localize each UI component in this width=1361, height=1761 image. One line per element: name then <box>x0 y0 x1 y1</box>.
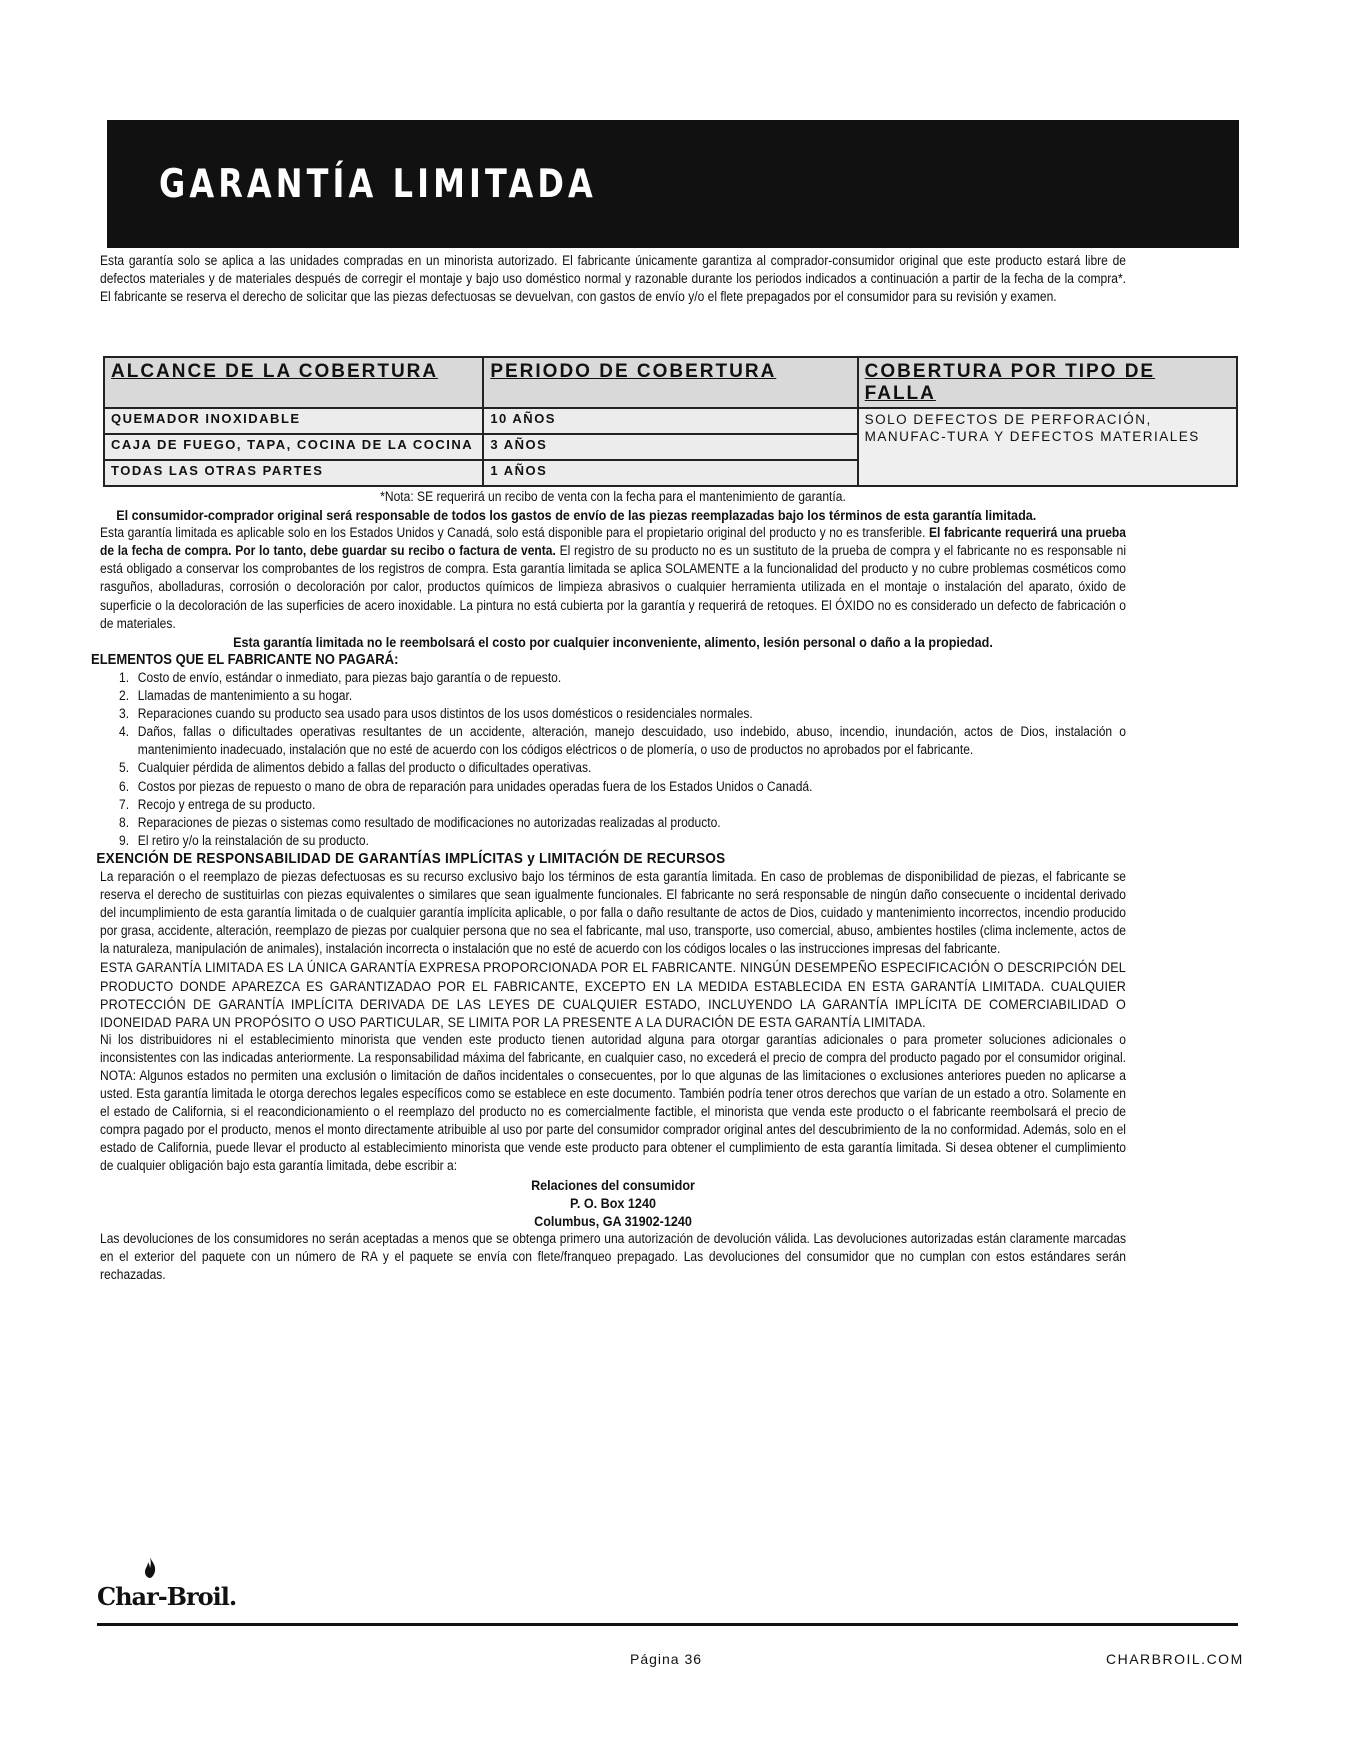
no-refund-notice: Esta garantía limitada no le reembolsará el costo por cualquier inconveniente, alimento, lesión personal o daño a la propiedad. <box>233 633 993 650</box>
coverage-failure-header: COBERTURA POR TIPO DE FALLA <box>858 357 1237 408</box>
coverage-scope-header: ALCANCE DE LA COBERTURA <box>104 357 483 408</box>
list-item: 8. Reparaciones de piezas o sistemas como resultado de modificaciones no autorizadas realizadas al producto. <box>132 814 1126 832</box>
responsibility-heading: El consumidor-comprador original será responsable de todos los gastos de envío de las piezas reemplazadas bajo los términos de esta garantía limitada. <box>116 507 1037 524</box>
distributors-paragraph: Ni los distribuidores ni el establecimiento minorista que venden este producto tienen autoridad alguna para otorgar garantías adicionales o para prometer soluciones adicionales o inconsistentes con las indicadas anteriormente. La responsabilidad máxima del fabricante, en cualquier caso, no excederá el precio de compra del producto pagado por el consumidor original. NOTA: Algunos estados no permiten una exclusión o limitación de daños incidentales o consecuentes, por lo que algunas de las limitaciones o exclusiones anteriores pueden no aplicarse a usted. Esta garantía limitada le otorga derechos legales específicos como se establece en este documento. También podría tener otros derechos que varían de un estado a otro. Solamente en el estado de California, si el reacondicionamiento o el reemplazo del producto no es comercialmente factible, el minorista que venda este producto o el fabricante reembolsará el precio de compra pagado por el producto, menos el monto directamente atribuible al uso por parte del consumidor comprador original antes del descubrimiento de la no conformidad. Además, solo en el estado de California, puede llevar el producto al establecimiento minorista que vende este producto para obtener el cumplimiento de esta garantía limitada. Si desea obtener el cumplimiento de cualquier obligación bajo esta garantía limitada, debe escribir a: <box>100 1031 1126 1174</box>
footer-divider <box>97 1623 1238 1626</box>
intro-text: Esta garantía solo se aplica a las unidades compradas en un minorista autorizado. El fabricante únicamente garantiza al comprador-consumidor original que este producto estará libre de defectos materiales y de materiales después de corregir el montaje y bajo uso doméstico normal y razonable durante los periodos indicados a continuación a partir de la fecha de la compra*. El fabricante se reserva el derecho de solicitar que las piezas defectuosas se devuelvan, con gastos de envío y/o el flete prepagados por el consumidor para su revisión y examen. <box>100 253 1126 305</box>
coverage-period: 10 AÑOS <box>483 408 857 434</box>
proof-of-purchase-text: El fabricante requerirá una prueba de la fecha de compra. Por lo tanto, debe guardar su recibo o factura de venta. <box>100 525 1126 559</box>
exemption-heading: EXENCIÓN DE RESPONSABILIDAD DE GARANTÍAS IMPLÍCITAS y LIMITACIÓN DE RECURSOS <box>96 849 726 867</box>
brand-logo: Char-Broil. <box>97 1582 237 1611</box>
coverage-period-header: PERIODO DE COBERTURA <box>483 357 857 408</box>
coverage-period: 1 AÑOS <box>483 460 857 486</box>
coverage-failure-type: SOLO DEFECTOS DE PERFORACIÓN, MANUFAC-TURA Y DEFECTOS MATERIALES <box>858 408 1237 486</box>
page-title: GARANTÍA LIMITADA <box>159 162 597 207</box>
exclusive-warranty-paragraph: ESTA GARANTÍA LIMITADA ES LA ÚNICA GARANTÍA EXPRESA PROPORCIONADA POR EL FABRICANTE. NINGÚN DESEMPEÑO ESPECIFICACIÓN O DESCRIPCIÓN DEL PRODUCTO DONDE APAREZCA ES GARANTIZADAO POR EL FABRICANTE, EXCEPTO EN LA MEDIDA ESTABLECIDA EN ESTA GARANTÍA LIMITADA. CUALQUIER PROTECCIÓN DE GARANTÍA IMPLÍCITA DERIVADA DE LAS LEYES DE CUALQUIER ESTADO, INCLUYENDO LA GARANTÍA IMPLÍCITA DE COMERCIABILIDAD O IDONEIDAD PARA UN PROPÓSITO O USO PARTICULAR, SE LIMITA POR LA PRESENTE A LA DURACIÓN DE ESTA GARANTÍA LIMITADA. <box>100 959 1126 1030</box>
coverage-row <box>104 408 1237 434</box>
page-number: Página 36 <box>630 1651 703 1667</box>
flame-icon <box>143 1557 157 1579</box>
site-url: CHARBROIL.COM <box>1106 1651 1244 1667</box>
list-item: 6. Costos por piezas de repuesto o mano de obra de reparación para unidades operadas fuera de los Estados Unidos o Canadá. <box>132 778 1126 796</box>
list-item: 5. Cualquier pérdida de alimentos debido a fallas del producto o dificultades operativas. <box>132 759 1126 777</box>
list-item: 1. Costo de envío, estándar o inmediato, para piezas bajo garantía o de repuesto. <box>132 669 1126 687</box>
intro-paragraph <box>100 252 1126 306</box>
list-item: 7. Recojo y entrega de su producto. <box>132 796 1126 814</box>
responsibility-text-2: El registro de su producto no es un sustituto de la prueba de compra y el fabricante no es responsable ni está obligado a conservar los comprobantes de los registros de compra. Esta garantía limitada se aplica SOLAMENTE a la funcionalidad del producto y no cubre problemas cosméticos como rasguños, abolladuras, corrosión o decoloración por calor, productos químicos de limpieza abrasivos o cualquier herramienta utilizada en el montaje o instalación del aparato, óxido de superficie o la decoloración de las superficies de acero inoxidable. La pintura no está cubierta por la garantía y requerirá de retoques. El ÓXIDO no es considerado un defecto de fabricación o de materiales. <box>100 543 1126 631</box>
coverage-part: TODAS LAS OTRAS PARTES <box>104 460 483 486</box>
list-item: 3. Reparaciones cuando su producto sea usado para usos distintos de los usos domésticos o residenciales normales. <box>132 705 1126 723</box>
coverage-part: QUEMADOR INOXIDABLE <box>104 408 483 434</box>
address-line-1: Relaciones del consumidor <box>531 1176 695 1193</box>
title-banner <box>107 120 1239 248</box>
exemption-paragraph: La reparación o el reemplazo de piezas defectuosas es su recurso exclusivo bajo los términos de esta garantía limitada. En caso de problemas de disponibilidad de piezas, el fabricante se reserva el derecho de sustituirlas con piezas equivalentes o similares que sean igualmente funcionales. El fabricante no será responsable de ningún daño consecuente o incidental derivado del incumplimiento de esta garantía limitada o de cualquier garantía implícita aplicable, o por falla o daño resultante de actos de Dios, cuidado y mantenimiento incorrectos, incendio producido por grasa, accidente, alteración, reemplazo de piezas por cualquier persona que no sea el fabricante, mal uso, transporte, uso comercial, abuso, ambientes hostiles (clima inclemente, actos de la naturaleza, manipulación de animales), instalación incorrecta o instalación que no esté de acuerdo con los códigos locales o las instrucciones impresas del fabricante. <box>100 868 1126 957</box>
coverage-period: 3 AÑOS <box>483 434 857 460</box>
coverage-table <box>103 356 1238 487</box>
responsibility-paragraph <box>100 524 1126 633</box>
list-item: 2. Llamadas de mantenimiento a su hogar. <box>132 687 1126 705</box>
coverage-part: CAJA DE FUEGO, TAPA, COCINA DE LA COCINA <box>104 434 483 460</box>
terms-section <box>91 488 1127 1284</box>
receipt-note: *Nota: SE requerirá un recibo de venta con la fecha para el mantenimiento de garantía. <box>380 489 846 504</box>
coverage-header-row <box>104 357 1237 408</box>
list-item: 4. Daños, fallas o dificultades operativas resultantes de un accidente, alteración, manejo descuidado, uso indebido, abuso, incendio, inundación, actos de Dios, instalación o mantenimiento inadecuado, instalación que no esté de acuerdo con los códigos eléctricos o de plomería, o uso de productos no aprobados por el fabricante. <box>132 723 1126 759</box>
returns-paragraph: Las devoluciones de los consumidores no serán aceptadas a menos que se obtenga primero una autorización de devolución válida. Las devoluciones autorizadas están claramente marcadas en el exterior del paquete con un número de RA y el paquete se envía con flete/franqueo prepagado. Las devoluciones del consumidor que no cumplan con estos estándares serán rechazadas. <box>100 1230 1126 1283</box>
responsibility-text-1: Esta garantía limitada es aplicable solo en los Estados Unidos y Canadá, solo está disponible para el propietario original del producto y no es transferible. <box>100 525 926 541</box>
list-item: 9. El retiro y/o la reinstalación de su producto. <box>132 832 1126 850</box>
address-line-2: P. O. Box 1240 <box>570 1194 656 1211</box>
address-line-3: Columbus, GA 31902-1240 <box>534 1212 692 1229</box>
not-pay-heading: ELEMENTOS QUE EL FABRICANTE NO PAGARÁ: <box>91 651 399 668</box>
not-pay-list <box>100 669 1126 850</box>
